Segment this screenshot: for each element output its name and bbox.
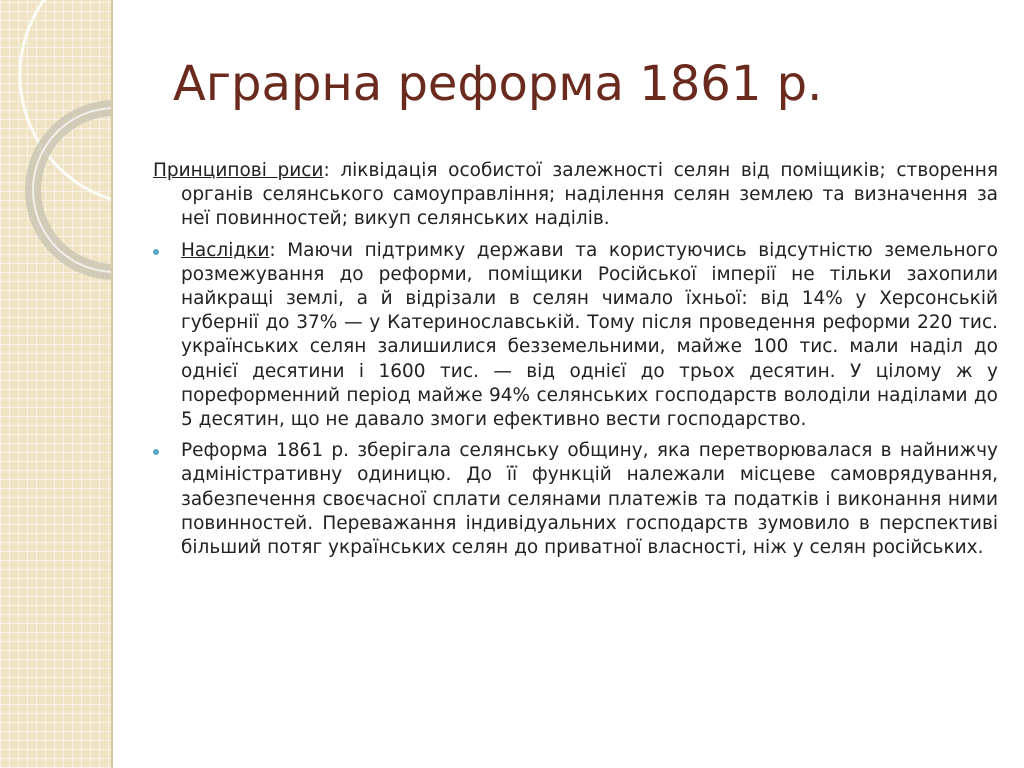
consequences-text: Маючи підтримку держави та користуючись відсутністю земельного розмежування до реформи, поміщики Російської імперії не тільки захопили найкращі землі, а й відрізали в селян чимало їхньої: від 14% у Херсонській губернії до 37% — у Катеринославській. Тому після проведення реформи 220 тис. українських селян залишилися безземельними, майже 100 тис. мали наділ до однієї десятини і 1600 тис. — від однієї до трьох десятин. У цілому ж у пореформенний період майже 94% селянських господарств володіли наділами до 5 десятин, що не давало змоги ефективно вести господарство.	[181, 239, 998, 431]
paragraph-consequences	[150, 239, 998, 433]
bullet-icon	[153, 449, 159, 455]
principles-text: ліквідація особистої залежності селян від поміщиків; створення органів селянського самоуправління; наділення селян землею та визначення за неї повинностей; викуп селянських наділів.	[181, 160, 998, 230]
consequences-heading: Наслідки	[181, 239, 270, 261]
principles-heading: Принципові риси	[153, 160, 324, 181]
consequences-separator: :	[269, 239, 288, 261]
slide-body	[150, 159, 998, 567]
decorative-left-strip	[0, 0, 113, 768]
principles-separator: :	[323, 160, 341, 181]
bullet-icon	[153, 249, 159, 255]
decorative-rings	[0, 0, 113, 768]
strip-divider	[111, 0, 113, 768]
paragraph-principles	[150, 159, 998, 232]
slide-title: Аграрна реформа 1861 р.	[173, 56, 823, 112]
community-text: Реформа 1861 р. зберігала селянську общину, яка перетворювалася в найнижчу адміністративну одиницю. До її функцій належали місцеве самоврядування, забезпечення своєчасної сплати селянами платежів та податків і виконання ними повинностей. Переважання індивідуальних господарств зумовило в перспективі більший потяг українських селян до приватної власності, ніж у селян російських.	[181, 440, 998, 559]
paragraph-community	[150, 439, 998, 560]
